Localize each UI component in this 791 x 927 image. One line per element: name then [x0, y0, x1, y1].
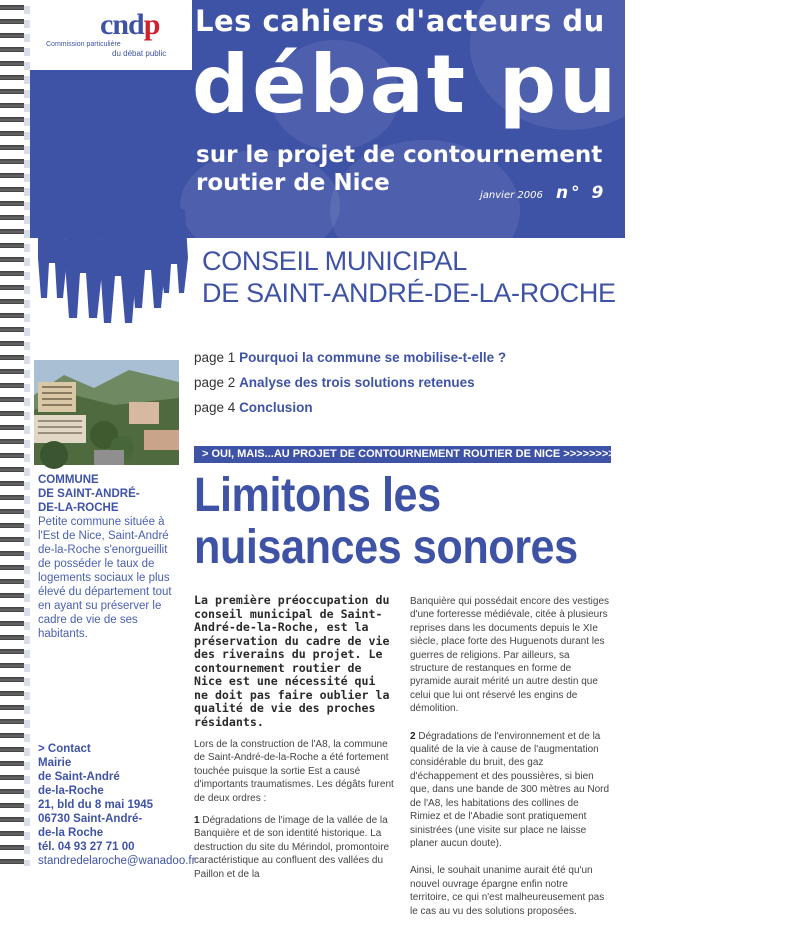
logo-subtitle-2: du débat public: [112, 49, 167, 58]
contact-email-link[interactable]: standredelaroche@wanadoo.fr: [38, 855, 196, 867]
toc-item[interactable]: page 4 Conclusion: [194, 400, 313, 415]
issue-date: janvier 2006: [480, 190, 543, 201]
project-title: sur le projet de contournement routier de Nice: [196, 142, 603, 196]
contact-phone: tél. 04 93 27 71 00: [38, 841, 135, 853]
town-photo: [34, 360, 179, 465]
cndp-logo: cndp: [30, 0, 192, 70]
body-column-right: Banquière qui possédait encore des vestiges d'une forteresse médiévale, citée à plusieurs reprises dans les documents depuis le XIe siècle, place forte des Huguenots durant les guerres de religions. Par ailleurs, sa structure de restanques en forme de pyramide aurait mérité un autre destin que celui que lui ont réservé les engins de démolition. 2 Dégradations de l'environnement et de la qualité de la vie à cause de l'augmentation considérable du bruit, des gaz d'échappement et des poussières, si bien que, dans une bande de 300 mètres au Nord de l'A8, les habitations des collines de Rimiez et de l'Abadie sont pratiquement sinistrées (une visite sur place ne laisse planer aucun doute). Ainsi, le souhait unanime aurait été qu'un nouvel ouvrage épargne enfin notre territoire, ce qui n'est malheureusement pas le cas au vu des solutions proposées.: [410, 596, 610, 917]
logo-subtitle: Commission particulière: [46, 41, 121, 48]
lead-paragraph: La première préoccupation du conseil municipal de Saint-André-de-la-Roche, est la préservation du cadre de vie des riverains du projet. Le contournement routier de Nice est une nécessité qui ne doit pas faire oublier la qualité de vie des proches résidants.: [194, 593, 390, 729]
series-title: Les cahiers d'acteurs du: [195, 4, 605, 38]
contact-label: > Contact: [38, 743, 91, 755]
series-title-main: débat public: [192, 38, 791, 131]
commune-heading: COMMUNE DE SAINT-ANDRÉ- DE-LA-ROCHE: [38, 474, 140, 514]
body-column-left: Lors de la construction de l'A8, la commune de Saint-André-de-la-Roche a été fortement touchée puisque la sortie Est a causé d'importants traumatismes. Les dégâts furent de deux ordres : 1 Dégradations de l'image de la vallée de la Banquière et de son identité historique. La destruction du site du Mérindol, promontoire caractéristique au confluent des vallées du Paillon et de la: [194, 739, 394, 880]
author-title: CONSEIL MUNICIPAL DE SAINT-ANDRÉ-DE-LA-ROCHE: [202, 246, 616, 308]
issue-number: n° 9: [556, 183, 607, 203]
people-silhouettes-illustration: [33, 178, 188, 333]
toc-item[interactable]: page 2 Analyse des trois solutions retenues: [194, 375, 475, 390]
article-headline: Limitons les nuisances sonores: [194, 469, 578, 574]
table-of-contents: [194, 345, 506, 420]
commune-description: Petite commune située à l'Est de Nice, Saint-André de-la-Roche s'enorgueillit de posséder le taux de logements sociaux le plus élevé du département tout en ayant su préserver le cadre de vie de ses habitants.: [38, 516, 172, 640]
section-banner: > OUI, MAIS...AU PROJET DE CONTOURNEMENT ROUTIER DE NICE >>>>>>>>>>: [194, 446, 611, 463]
spiral-binding: [0, 0, 30, 866]
contact-block: > Contact Mairie de Saint-André de-la-Roche 21, bld du 8 mai 1945 06730 Saint-André- de-la Roche tél. 04 93 27 71 00 standredelaroche@wanadoo.fr: [38, 743, 196, 867]
toc-item[interactable]: page 1 Pourquoi la commune se mobilise-t-elle ?: [194, 350, 507, 365]
